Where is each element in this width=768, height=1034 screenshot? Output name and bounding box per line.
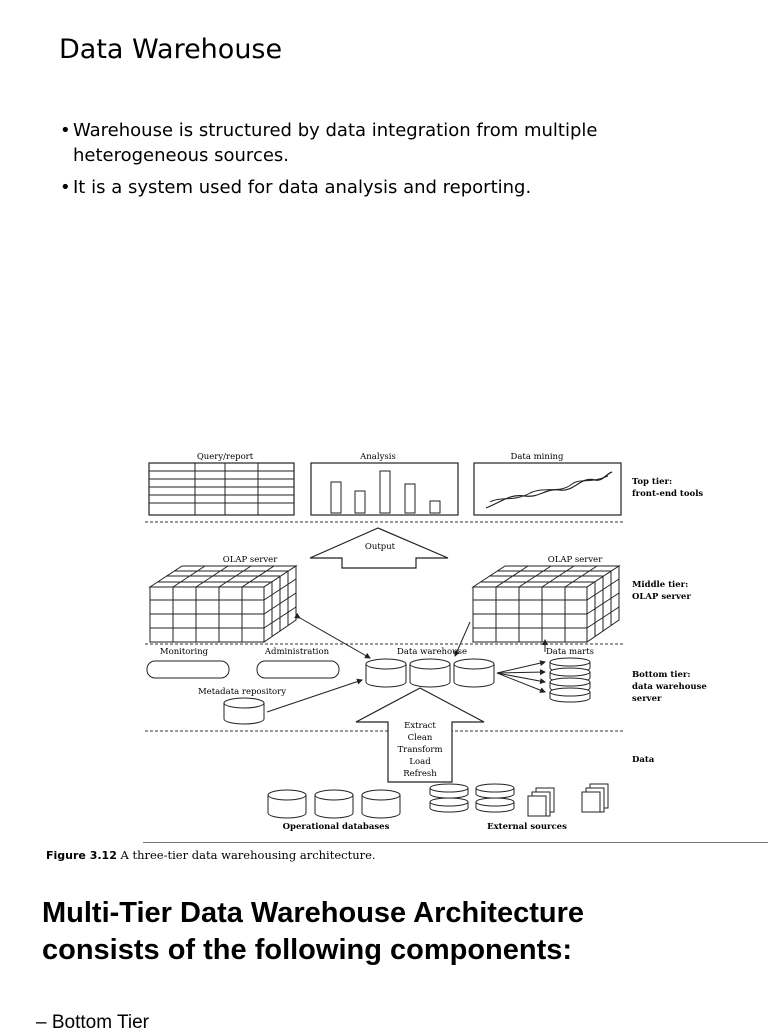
partial-list-item: – Bottom Tier xyxy=(36,1012,150,1033)
top-tier-label: Top tier: xyxy=(632,477,673,487)
etl-transform: Transform xyxy=(397,745,443,755)
administration-label: Administration xyxy=(264,647,330,657)
middle-tier-sub: OLAP server xyxy=(632,592,691,602)
caption-label: Figure 3.12 xyxy=(46,849,117,862)
bottom-tier-sub1: data warehouse xyxy=(632,682,707,692)
operational-databases-label: Operational databases xyxy=(282,822,390,832)
section-heading-line2: consists of the following components: xyxy=(42,934,573,966)
architecture-diagram xyxy=(0,440,768,840)
analysis-bar-chart-icon xyxy=(311,463,458,515)
analysis-label: Analysis xyxy=(360,452,396,462)
olap-server-right-label: OLAP server xyxy=(547,555,603,565)
caption-text: A three-tier data warehousing architecture. xyxy=(120,848,376,862)
metadata-cylinder-icon xyxy=(224,698,264,724)
monitoring-label: Monitoring xyxy=(159,647,209,657)
bullet-item: • It is a system used for data analysis and reporting. xyxy=(60,175,660,200)
external-sources-label: External sources xyxy=(487,822,567,832)
top-tier-sub: front-end tools xyxy=(632,489,704,499)
etl-refresh: Refresh xyxy=(403,769,437,779)
metadata-repository-label: Metadata repository xyxy=(197,687,287,697)
section-heading xyxy=(42,895,742,969)
caption-rule xyxy=(143,842,768,843)
etl-extract: Extract xyxy=(404,721,436,731)
etl-load: Load xyxy=(409,757,431,767)
output-label: Output xyxy=(364,542,396,552)
bullet-list xyxy=(60,118,660,207)
query-report-table-icon xyxy=(149,463,294,515)
data-mining-curve-icon xyxy=(474,463,621,515)
data-tier-label: Data xyxy=(632,755,655,765)
olap-server-left-label: OLAP server xyxy=(222,555,278,565)
etl-clean: Clean xyxy=(407,733,433,743)
operational-databases-icon xyxy=(268,790,400,818)
middle-tier-label: Middle tier: xyxy=(632,580,689,590)
bullet-item: • Warehouse is structured by data integration from multiple heterogeneous sources. xyxy=(60,118,660,168)
administration-box xyxy=(257,661,339,678)
data-mining-label: Data mining xyxy=(510,452,564,462)
data-marts-label: Data marts xyxy=(545,647,595,657)
olap-cube-right-icon xyxy=(473,566,619,642)
bottom-tier-sub2: server xyxy=(632,694,662,704)
olap-cube-left-icon xyxy=(150,566,296,642)
bottom-tier-label: Bottom tier: xyxy=(632,670,691,680)
slide-title: Data Warehouse xyxy=(59,34,283,65)
data-warehouse-cylinders-icon xyxy=(366,659,494,687)
section-heading-line1: Multi-Tier Data Warehouse Architecture xyxy=(42,897,584,929)
external-sources-icon xyxy=(430,784,608,816)
data-marts-cylinders-icon xyxy=(550,658,590,702)
data-warehouse-label: Data warehouse xyxy=(397,647,467,657)
figure-caption xyxy=(46,848,376,862)
monitoring-box xyxy=(147,661,229,678)
query-report-label: Query/report xyxy=(196,452,254,462)
